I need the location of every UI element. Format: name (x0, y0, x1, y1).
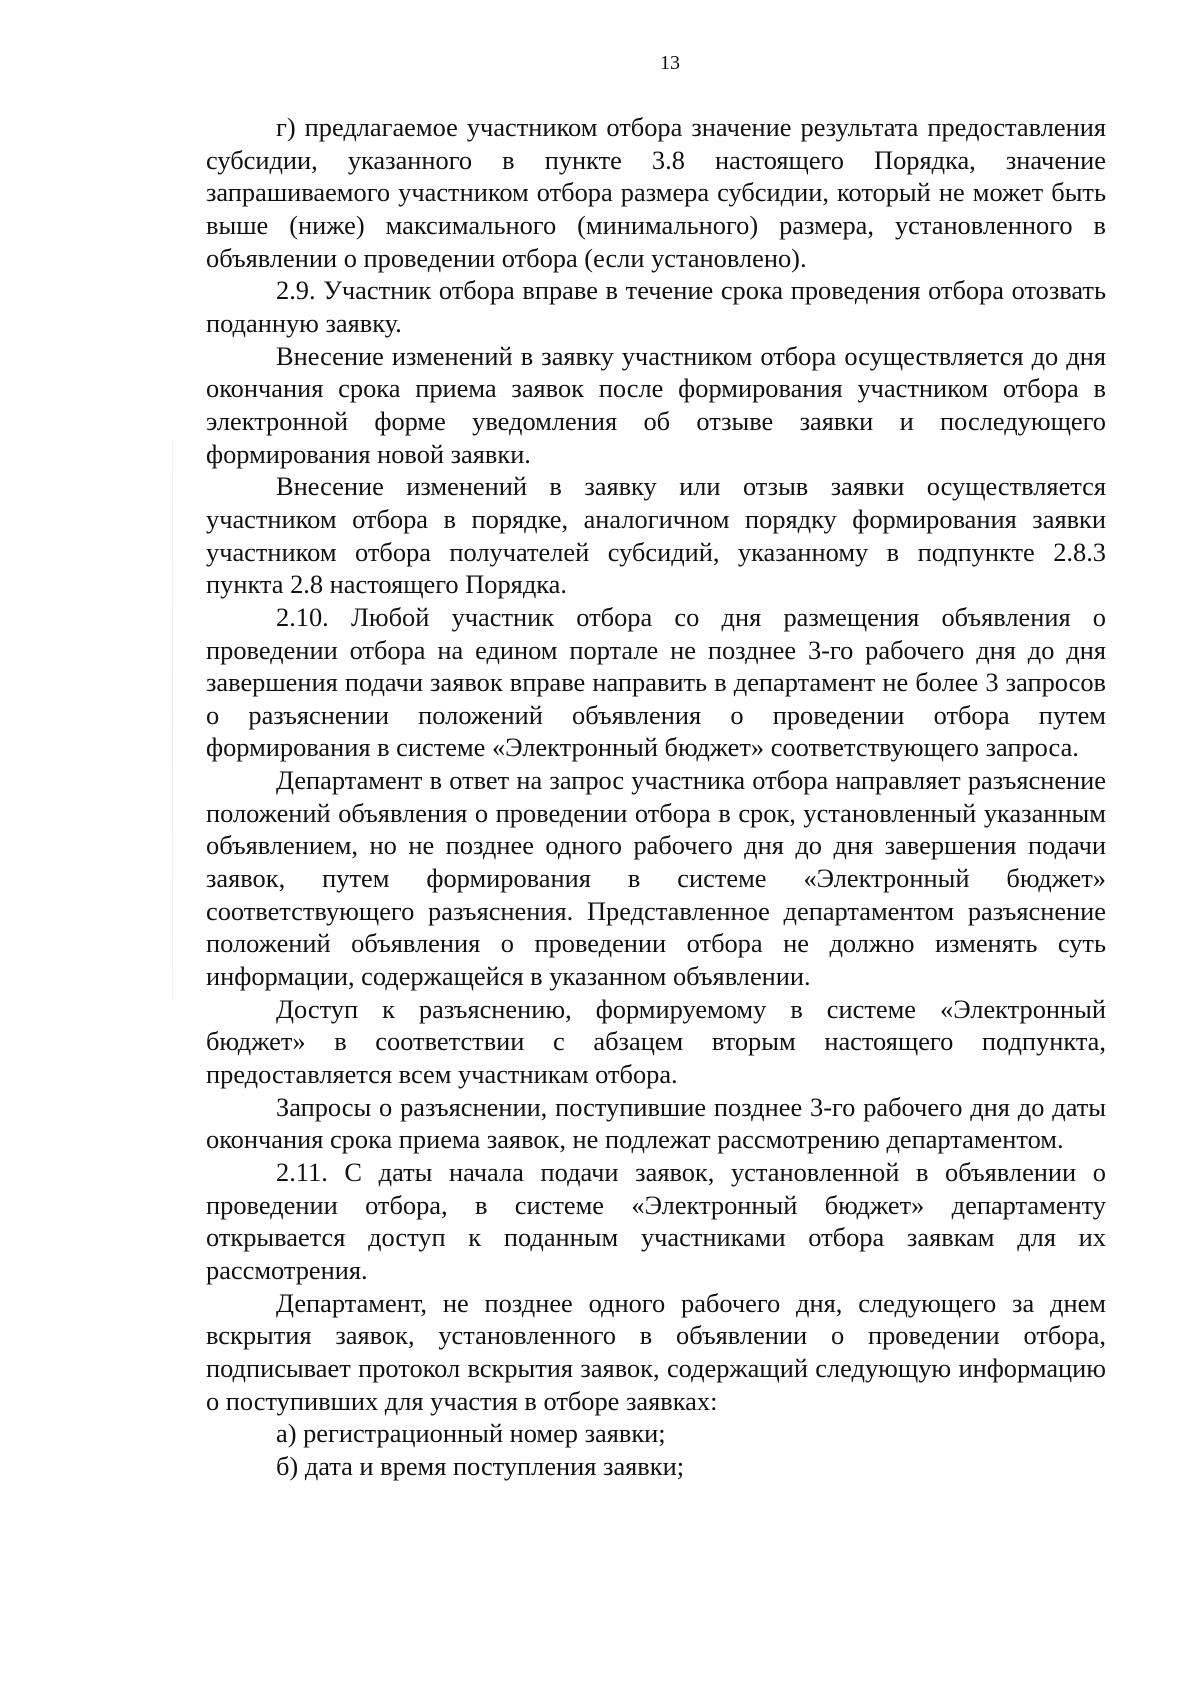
page-number: 13 (660, 52, 680, 74)
paragraph-access-to-clarification: Доступ к разъяснению, формируемому в системе «Электронный бюджет» в соответствии с абзацем вторым настоящего подпункта, предоставляется всем участникам отбора. (206, 993, 1106, 1090)
paragraph-late-requests: Запросы о разъяснении, поступившие позднее 3-го рабочего дня до даты окончания срока приема заявок, не подлежат рассмотрению департаментом. (206, 1091, 1106, 1155)
list-item-registration-number: а) регистрационный номер заявки; (276, 1418, 666, 1449)
list-item-date-time: б) дата и время поступления заявки; (276, 1450, 685, 1481)
paragraph-department-response: Департамент в ответ на запрос участника отбора направляет разъяснение положений объявления о проведении отбора в срок, установленный указанным объявлением, но не позднее одного рабочего дня до дня завершения подачи заявок, путем формирования в системе «Электронный бюджет» соответствующего разъяснения. Представленное департаментом разъяснение положений объявления о проведении отбора не должно изменять суть информации, содержащейся в указанном объявлении. (206, 765, 1106, 992)
paragraph-2-11: 2.11. С даты начала подачи заявок, установленной в объявлении о проведении отбора, в системе «Электронный бюджет» департаменту открывается доступ к поданным участниками отбора заявкам для их рассмотрения. (206, 1157, 1106, 1285)
paragraph-changes-or-withdrawal: Внесение изменений в заявку или отзыв заявки осуществляется участником отбора в порядке, аналогичном порядку формирования заявки участником отбора получателей субсидий, указанному в подпункте 2.8.3 пункта 2.8 настоящего Порядка. (206, 471, 1106, 600)
document-body (206, 111, 1106, 1483)
paragraph-changes-to-application: Внесение изменений в заявку участником отбора осуществляется до дня окончания срока приема заявок после формирования участником отбора в электронной форме уведомления об отзыве заявки и последующего формирования новой заявки. (206, 340, 1106, 469)
paragraph-opening-protocol: Департамент, не позднее одного рабочего дня, следующего за днем вскрытия заявок, установленного в объявлении о проведении отбора, подписывает протокол вскрытия заявок, содержащий следующую информацию о поступивших для участия в отборе заявках: (206, 1287, 1106, 1416)
paragraph-item-g: г) предлагаемое участником отбора значение результата предоставления субсидии, указанного в пункте 3.8 настоящего Порядка, значение запрашиваемого участником отбора размера субсидии, который не может быть выше (ниже) максимального (минимального) размера, установленного в объявлении о проведении отбора (если установлено). (206, 112, 1106, 273)
paragraph-2-10: 2.10. Любой участник отбора со дня размещения объявления о проведении отбора на едином портале не позднее 3-го рабочего дня до дня завершения подачи заявок вправе направить в департамент не более 3 запросов о разъяснении положений объявления о проведении отбора путем формирования в системе «Электронный бюджет» соответствующего запроса. (206, 601, 1106, 763)
paragraph-2-9: 2.9. Участник отбора вправе в течение срока проведения отбора отозвать поданную заявку. (206, 275, 1106, 338)
scan-margin-mark (172, 440, 173, 1000)
